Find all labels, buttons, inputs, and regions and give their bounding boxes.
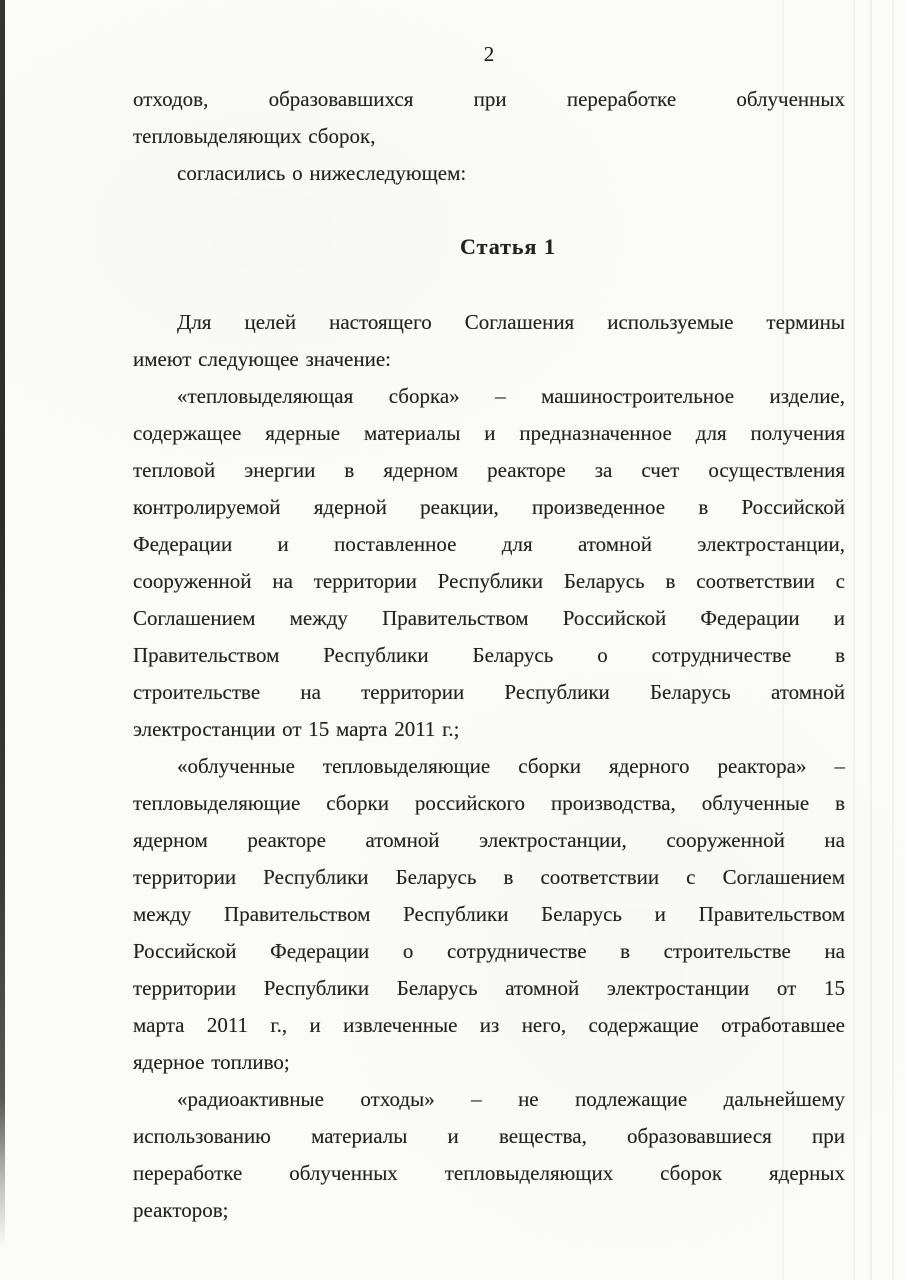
document-line: Соглашением между Правительством Российской Федерации и <box>133 606 845 630</box>
document-line: Российской Федерации о сотрудничестве в строительстве на <box>133 939 845 963</box>
paragraph <box>133 81 845 155</box>
document-line: использованию материалы и вещества, образовавшиеся при <box>133 1124 845 1148</box>
document-body <box>133 81 845 1229</box>
document-line: электростанции от 15 марта 2011 г.; <box>133 717 460 741</box>
scan-streak <box>870 0 872 1280</box>
article-heading: Статья 1 <box>460 234 556 259</box>
document-line: «тепловыделяющая сборка» – машиностроительное изделие, <box>177 384 845 408</box>
document-line: «облученные тепловыделяющие сборки ядерного реактора» – <box>177 754 845 778</box>
document-line: территории Республики Беларусь в соответствии с Соглашением <box>133 865 845 889</box>
document-line: Для целей настоящего Соглашения используемые термины <box>177 310 845 334</box>
document-line: строительстве на территории Республики Беларусь атомной <box>133 680 845 704</box>
document-line: марта 2011 г., и извлеченные из него, содержащие отработавшее <box>133 1013 845 1037</box>
document-line: Федерации и поставленное для атомной электростанции, <box>133 532 845 556</box>
page-content <box>133 0 845 1229</box>
scan-streak <box>853 0 855 1280</box>
paragraph <box>133 1081 845 1229</box>
document-line: тепловыделяющие сборки российского производства, облученные в <box>133 791 845 815</box>
page-number: 2 <box>483 42 495 66</box>
document-line: Правительством Республики Беларусь о сотрудничестве в <box>133 643 845 667</box>
paragraph <box>133 378 845 748</box>
document-line: переработке облученных тепловыделяющих сборок ядерных <box>133 1161 845 1185</box>
paragraph <box>133 304 845 378</box>
document-line: территории Республики Беларусь атомной электростанции от 15 <box>133 976 845 1000</box>
document-line: имеют следующее значение: <box>133 347 391 371</box>
document-line: согласились о нижеследующем: <box>177 161 467 185</box>
document-line: ядерном реакторе атомной электростанции, сооруженной на <box>133 828 845 852</box>
document-line: «радиоактивные отходы» – не подлежащие дальнейшему <box>177 1087 845 1111</box>
scan-binding-edge <box>0 0 5 1248</box>
paragraph <box>133 748 845 1081</box>
document-line: контролируемой ядерной реакции, произведенное в Российской <box>133 495 845 519</box>
document-line: ядерное топливо; <box>133 1050 290 1074</box>
scan-streak <box>892 0 894 1280</box>
document-line: сооруженной на территории Республики Беларусь в соответствии с <box>133 569 845 593</box>
document-line: реакторов; <box>133 1198 229 1222</box>
document-line: тепловой энергии в ядерном реакторе за счет осуществления <box>133 458 845 482</box>
document-line: тепловыделяющих сборок, <box>133 124 376 148</box>
document-line: содержащее ядерные материалы и предназначенное для получения <box>133 421 845 445</box>
document-line: отходов, образовавшихся при переработке облученных <box>133 87 845 111</box>
document-line: между Правительством Республики Беларусь и Правительством <box>133 902 845 926</box>
paragraph <box>133 155 845 192</box>
